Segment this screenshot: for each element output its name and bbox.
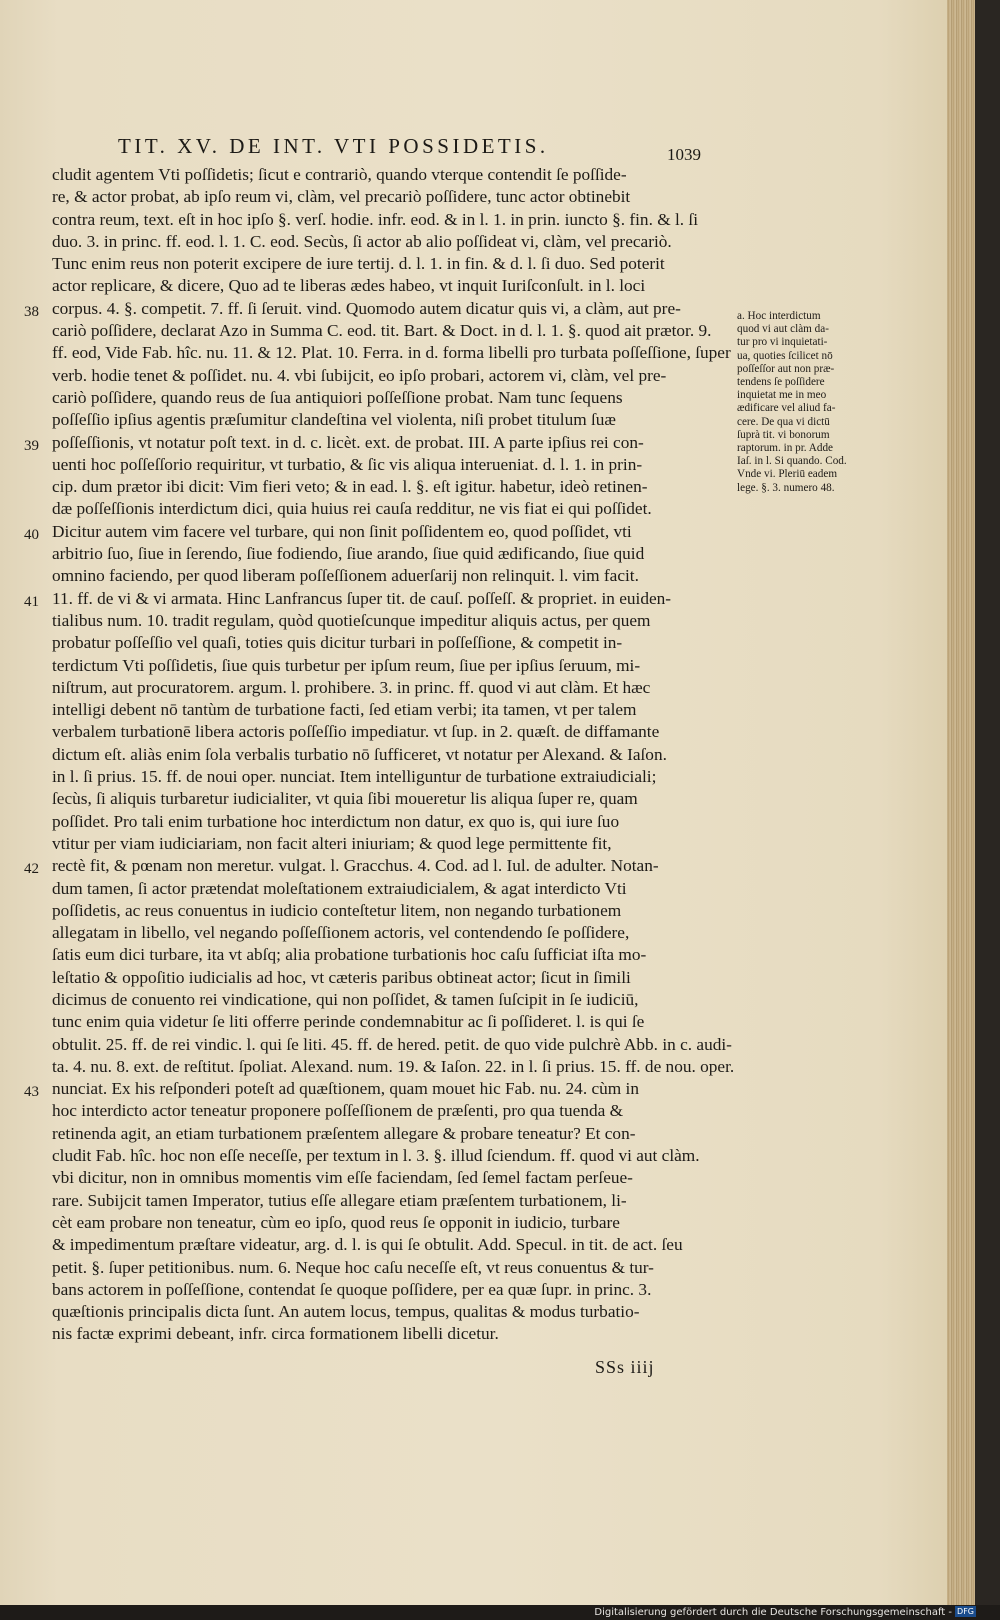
page-edge bbox=[947, 0, 975, 1605]
body-text bbox=[24, 164, 735, 1346]
text-line: dum tamen, ſi actor prætendat moleſtationem extraiudicialem, & agat interdicto Vti bbox=[52, 878, 627, 898]
text-line: rare. Subijcit tamen Imperator, tutius eſſe allegare etiam præſentem turbationem, li- bbox=[52, 1190, 627, 1210]
digitization-footer bbox=[594, 1605, 976, 1620]
dfg-logo-icon: DFG bbox=[957, 1607, 974, 1616]
text-line: re, & actor probat, ab ipſo reum vi, clàm, vel precariò poſſidere, tunc actor obtinebit bbox=[52, 187, 631, 207]
text-line: terdictum Vti poſſidetis, ſiue quis turbetur per ipſum reum, ſiue per ipſius ſeruum, mi- bbox=[52, 655, 641, 675]
text-line: actor replicare, & dicere, Quo ad te liberas ædes habeo, vt inquit Iuriſconſult. in l. loci bbox=[52, 276, 646, 296]
line-number: 41 bbox=[24, 593, 39, 610]
text-line: poſſidet. Pro tali enim turbatione hoc interdictum non datur, ex quo is, qui iure ſuo bbox=[52, 811, 620, 831]
text-line: ta. 4. nu. 8. ext. de reſtitut. ſpoliat. Alexand. num. 19. & Iaſon. 22. in l. ſi prius. 15. ff. de nou. oper. bbox=[52, 1056, 735, 1076]
text-line: in l. ſi prius. 15. ff. de noui oper. nunciat. Item intelliguntur de turbatione extraiudiciali; bbox=[52, 767, 657, 787]
text-line: Tunc enim reus non poterit excipere de iure tertij. d. l. 1. in fin. & d. l. ſi duo. Sed poterit bbox=[52, 254, 665, 274]
text-line: dæ poſſeſſionis interdictum dici, quia huius rei cauſa redditur, ne vis fiat ei qui poſſidet. bbox=[52, 499, 652, 519]
text-line: ſatis eum dici turbare, ita vt abſq; alia probatione turbationis hoc caſu ſufficiat iſta mo- bbox=[52, 945, 647, 965]
marginal-note-line: a. Hoc interdictum bbox=[737, 310, 821, 322]
text-line: niſtrum, aut procuratorem. argum. l. prohibere. 3. in princ. ff. quod vi aut clàm. Et hæc bbox=[52, 677, 651, 697]
text-line: verbalem turbationē libera actoris poſſeſſio impediatur. vt ſup. in 2. quæſt. de diffamante bbox=[52, 722, 660, 742]
text-line: tunc enim quia videtur ſe liti offerre perinde condemnabitur ac ſi poſſideret. l. is qui ſe bbox=[52, 1012, 645, 1032]
text-line: poſſeſſionis, vt notatur poſt text. in d. c. licèt. ext. de probat. III. A parte ipſius rei con- bbox=[52, 432, 644, 452]
text-line: nis factæ exprimi debeant, infr. circa formationem libelli dicetur. bbox=[52, 1324, 499, 1344]
footer-text: Digitalisierung gefördert durch die Deutsche Forschungsgemeinschaft - bbox=[594, 1607, 953, 1618]
text-line: arbitrio ſuo, ſiue in ſerendo, ſiue fodiendo, ſiue arando, ſiue quid ædificando, ſiue quid bbox=[52, 544, 645, 564]
text-line: quæſtionis principalis dicta ſunt. An autem locus, tempus, qualitas & modus turbatio- bbox=[52, 1302, 640, 1322]
text-line: cariò poſſidere, quando reus de ſua antiquiori poſſeſſione probat. Nam tunc ſequens bbox=[52, 387, 623, 407]
marginal-note-line: cere. De qua vi dictū bbox=[737, 415, 830, 428]
text-line: corpus. 4. §. competit. 7. ff. ſi ſeruit. vind. Quomodo autem dicatur quis vi, a clàm, aut pre- bbox=[52, 298, 681, 318]
marginal-note bbox=[737, 310, 877, 495]
line-number: 42 bbox=[24, 861, 39, 878]
text-line: cèt eam probare non teneatur, cùm eo ipſo, quod reus ſe opponit in iudicio, turbare bbox=[52, 1212, 620, 1232]
text-line: cariò poſſidere, declarat Azo in Summa C. eod. tit. Bart. & Doct. in d. l. 1. §. quod ait prætor. 9. bbox=[52, 321, 712, 341]
marginal-note-line: lege. §. 3. numero 48. bbox=[737, 481, 835, 494]
text-line: intelligi debent nō tantùm de turbatione facti, ſed etiam verbi; ita tamen, vt per talem bbox=[52, 700, 637, 720]
marginal-note-line: tur pro vi inquietati- bbox=[737, 336, 828, 349]
text-line: leſtatio & oppoſitio iudicialis ad hoc, vt cæteris paribus obtineat actor; ſicut in ſimili bbox=[52, 967, 631, 987]
text-line: vtitur per viam iudiciariam, non facit alteri iniuriam; & quod lege permittente fit, bbox=[52, 833, 612, 853]
running-title: TIT. XV. DE INT. VTI POSSIDETIS. bbox=[118, 134, 549, 158]
text-line: petit. §. ſuper petitionibus. num. 6. Neque hoc caſu neceſſe eſt, vt reus conuentus & tur- bbox=[52, 1257, 654, 1277]
text-line: cludit agentem Vti poſſidetis; ſicut e contrariò, quando vterque contendit ſe poſſide- bbox=[52, 165, 627, 184]
text-line: duo. 3. in princ. ff. eod. l. 1. C. eod. Secùs, ſi actor ab alio poſſideat vi, clàm, vel precariò. bbox=[52, 231, 672, 251]
text-line: bans actorem in poſſeſſione, contendat ſe quoque poſſidere, per ea quæ ſupr. in princ. 3. bbox=[52, 1279, 652, 1299]
page-number: 1039 bbox=[667, 145, 701, 164]
text-line: 11. ff. de vi & vi armata. Hinc Lanfrancus ſuper tit. de cauſ. poſſeſſ. & propriet. in euiden- bbox=[52, 588, 672, 608]
signature-mark: SSs iiij bbox=[595, 1357, 655, 1377]
marginal-note-line: Iaſ. in l. Si quando. Cod. bbox=[737, 455, 847, 468]
line-number: 38 bbox=[24, 303, 39, 320]
marginal-note-line: poſſeſſor aut non præ- bbox=[737, 362, 835, 375]
text-line: cludit Fab. hîc. hoc non eſſe neceſſe, per textum in l. 3. §. illud ſciendum. ff. quod vi aut clàm. bbox=[52, 1146, 700, 1166]
text-line: uenti hoc poſſeſſorio requiritur, vt turbatio, & ſic vis aliqua interueniat. d. l. 1. in prin- bbox=[52, 454, 643, 474]
text-line: retinenda agit, an etiam turbationem præſentem allegare & probare teneatur? Et con- bbox=[52, 1123, 636, 1143]
text-line: verb. hodie tenet & poſſidet. nu. 4. vbi ſubijcit, eo ipſo probari, actorem vi, clàm, vel pre- bbox=[52, 365, 667, 385]
marginal-note-line: quod vi aut clàm da- bbox=[737, 323, 829, 336]
text-line: hoc interdicto actor teneatur proponere poſſeſſionem de præſenti, pro qua tuenda & bbox=[52, 1101, 624, 1121]
text-line: allegatam in libello, vel negando poſſeſſionem actoris, vel contendendo ſe poſſidere, bbox=[52, 923, 630, 943]
marginal-note-line: inquietat me in meo bbox=[737, 389, 827, 402]
text-line: omnino faciendo, per quod liberam poſſeſſionem aduerſarij non relinquit. l. vim facit. bbox=[52, 566, 639, 586]
line-number: 40 bbox=[24, 526, 39, 543]
text-line: poſſeſſio ipſius agentis præſumitur clandeſtina vel violenta, niſi probet titulum ſuæ bbox=[52, 410, 616, 430]
marginal-note-line: Vnde vi. Pleriū eadem bbox=[737, 468, 838, 481]
marginal-note-line: raptorum. in pr. Adde bbox=[737, 442, 834, 455]
marginal-note-line: tendens ſe poſſidere bbox=[737, 376, 825, 389]
marginal-note-line: ædificare vel aliud fa- bbox=[737, 402, 836, 415]
text-line: & impedimentum præſtare videatur, arg. d. l. is qui ſe obtulit. Add. Specul. in tit. de act. ſeu bbox=[52, 1235, 683, 1255]
marginal-note-line: ſuprà tit. vi bonorum bbox=[737, 428, 830, 441]
text-line: vbi dicitur, non in omnibus momentis vim eſſe faciendam, ſed ſemel factam perſeue- bbox=[52, 1168, 633, 1188]
text-line: ff. eod, Vide Fab. hîc. nu. 11. & 12. Plat. 10. Ferra. in d. forma libelli pro turbata poſſeſſione, ſuper bbox=[52, 343, 731, 363]
text-line: nunciat. Ex his reſponderi poteſt ad quæſtionem, quam mouet hic Fab. nu. 24. cùm in bbox=[52, 1079, 639, 1099]
text-line: dicimus de conuento rei vindicatione, qui non poſſidet, & tamen ſuſcipit in ſe iudiciū, bbox=[52, 989, 639, 1009]
text-line: rectè fit, & pœnam non meretur. vulgat. l. Gracchus. 4. Cod. ad l. Iul. de adulter. Notan- bbox=[52, 856, 659, 876]
text-line: tialibus num. 10. tradit regulam, quòd quotieſcunque impeditur aliquis actus, per quem bbox=[52, 610, 651, 630]
text-line: Dicitur autem vim facere vel turbare, qui non ſinit poſſidentem eo, quod poſſidet, vti bbox=[52, 521, 632, 541]
text-line: contra reum, text. eſt in hoc ipſo §. verſ. hodie. infr. eod. & in l. 1. in prin. iuncto §. fin. & l. ſi bbox=[52, 209, 699, 229]
text-line: poſſidetis, ac reus conuentus in iudicio conteſtetur litem, non negando turbationem bbox=[52, 900, 622, 920]
marginal-note-line: ua, quoties ſcilicet nō bbox=[737, 349, 833, 362]
line-number: 39 bbox=[24, 437, 39, 454]
text-line: ſecùs, ſi aliquis turbaretur iudicialiter, vt quia ſibi moueretur lis aliqua ſuper re, quam bbox=[52, 789, 638, 809]
text-line: obtulit. 25. ff. de rei vindic. l. qui ſe liti. 45. ff. de hered. petit. de quo vide pulchrè Abb. in c. audi- bbox=[52, 1034, 732, 1054]
text-line: cip. dum prætor ibi dicit: Vim fieri veto; & in ead. l. §. eſt igitur. habetur, ideò retinen- bbox=[52, 477, 648, 497]
text-line: probatur poſſeſſio vel quaſi, toties quis dicitur turbari in poſſeſſione, & competit in- bbox=[52, 633, 623, 653]
line-number: 43 bbox=[24, 1084, 39, 1101]
text-line: dictum eſt. aliàs enim ſola verbalis turbatio nō ſufficeret, vt notatur per Alexand. & Iaſon. bbox=[52, 744, 667, 764]
